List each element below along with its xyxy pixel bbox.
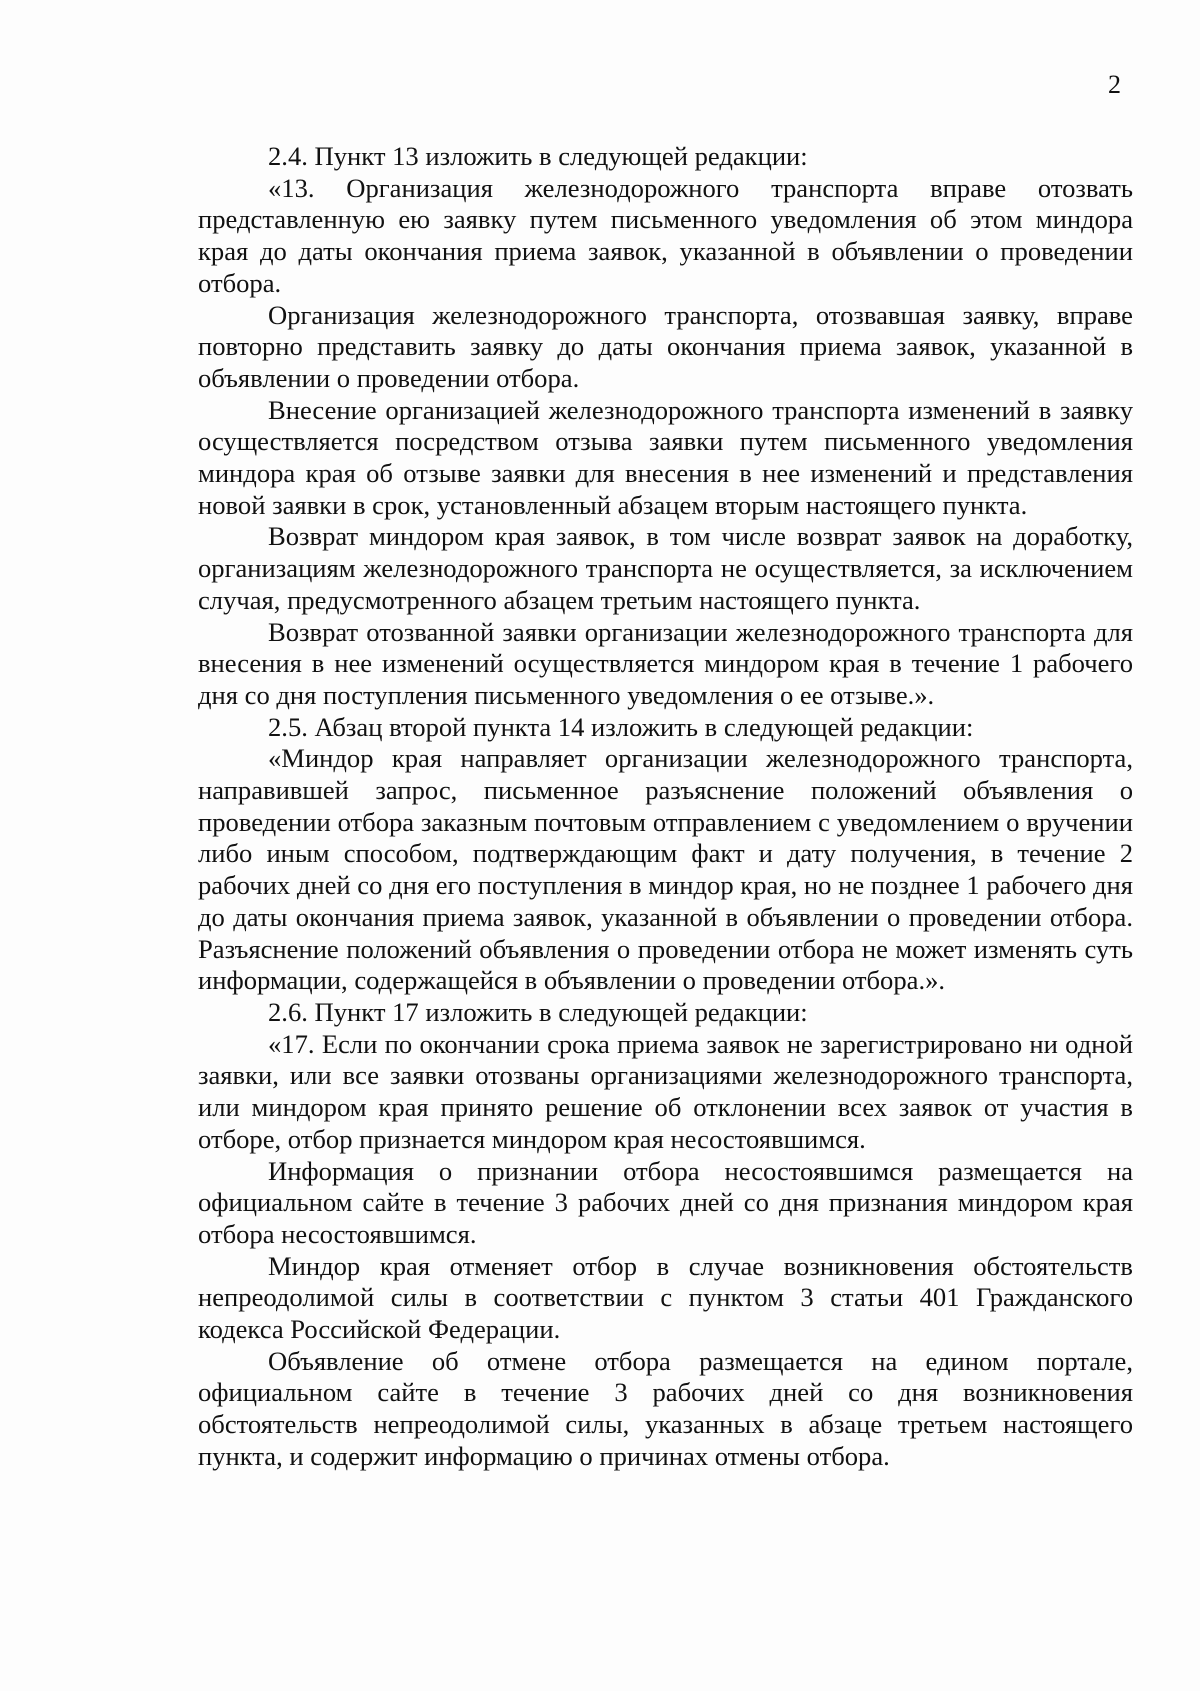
- paragraph-force-majeure: Миндор края отменяет отбор в случае возникновения обстоятельств непреодолимой силы в соответствии с пунктом 3 статьи 401 Гражданского кодекса Российской Федерации.: [198, 1250, 1133, 1345]
- paragraph-item-2-4-heading: 2.4. Пункт 13 изложить в следующей редакции:: [268, 141, 808, 171]
- paragraph-item-13-withdrawal: «13. Организация железнодорожного транспорта вправе отозвать представленную ею заявку путем письменного уведомления об этом миндора края до даты окончания приема заявок, указанной в объявлении о проведении отбора.: [198, 172, 1133, 298]
- paragraph-item-2-6-heading: 2.6. Пункт 17 изложить в следующей редакции:: [268, 996, 808, 1027]
- document-body: [198, 141, 1133, 1473]
- paragraph-resubmission: Организация железнодорожного транспорта, отозвавшая заявку, вправе повторно представить заявку до даты окончания приема заявок, указанной в объявлении о проведении отбора.: [198, 299, 1133, 393]
- paragraph-item-2-5-heading: 2.5. Абзац второй пункта 14 изложить в следующей редакции:: [268, 711, 974, 742]
- paragraph-cancellation-notice: Объявление об отмене отбора размещается на едином портале, официальном сайте в течение 3 рабочих дней со дня возникновения обстоятельств непреодолимой силы, указанных в абзаце третьем настоящего пункта, и содержит информацию о причинах отмены отбора.: [198, 1345, 1133, 1471]
- paragraph-clarification: «Миндор края направляет организации железнодорожного транспорта, направившей запрос, письменное разъяснение положений объявления о проведении отбора заказным почтовым отправлением с уведомлением о вручении либо иным способом, подтверждающим факт и дату получения, в течение 2 рабочих дней со дня его поступления в миндор края, но не позднее 1 рабочего дня до даты окончания приема заявок, указанной в объявлении о проведении отбора. Разъяснение положений объявления о проведении отбора не может изменять суть информации, содержащейся в объявлении о проведении отбора.».: [198, 743, 1133, 996]
- page-number: 2: [1108, 70, 1121, 99]
- paragraph-return-withdrawn: Возврат отозванной заявки организации железнодорожного транспорта для внесения в нее изменений осуществляется миндором края в течение 1 рабочего дня со дня поступления письменного уведомления о ее отзыве.».: [198, 616, 1133, 710]
- paragraph-failed-info: Информация о признании отбора несостоявшимся размещается на официальном сайте в течение 3 рабочих дней со дня признания миндором края отбора несостоявшимся.: [198, 1155, 1133, 1249]
- paragraph-item-17-failed-selection: «17. Если по окончании срока приема заявок не зарегистрировано ни одной заявки, или все заявки отозваны организациями железнодорожного транспорта, или миндором края принято решение об отклонении всех заявок от участия в отборе, отбор признается миндором края несостоявшимся.: [198, 1028, 1133, 1154]
- paragraph-amendments: Внесение организацией железнодорожного транспорта изменений в заявку осуществляется посредством отзыва заявки путем письменного уведомления миндора края об отзыве заявки для внесения в нее изменений и представления новой заявки в срок, установленный абзацем вторым настоящего пункта.: [198, 394, 1133, 520]
- paragraph-no-return: Возврат миндором края заявок, в том числе возврат заявок на доработку, организациям железнодорожного транспорта не осуществляется, за исключением случая, предусмотренного абзацем третьим настоящего пункта.: [198, 521, 1133, 615]
